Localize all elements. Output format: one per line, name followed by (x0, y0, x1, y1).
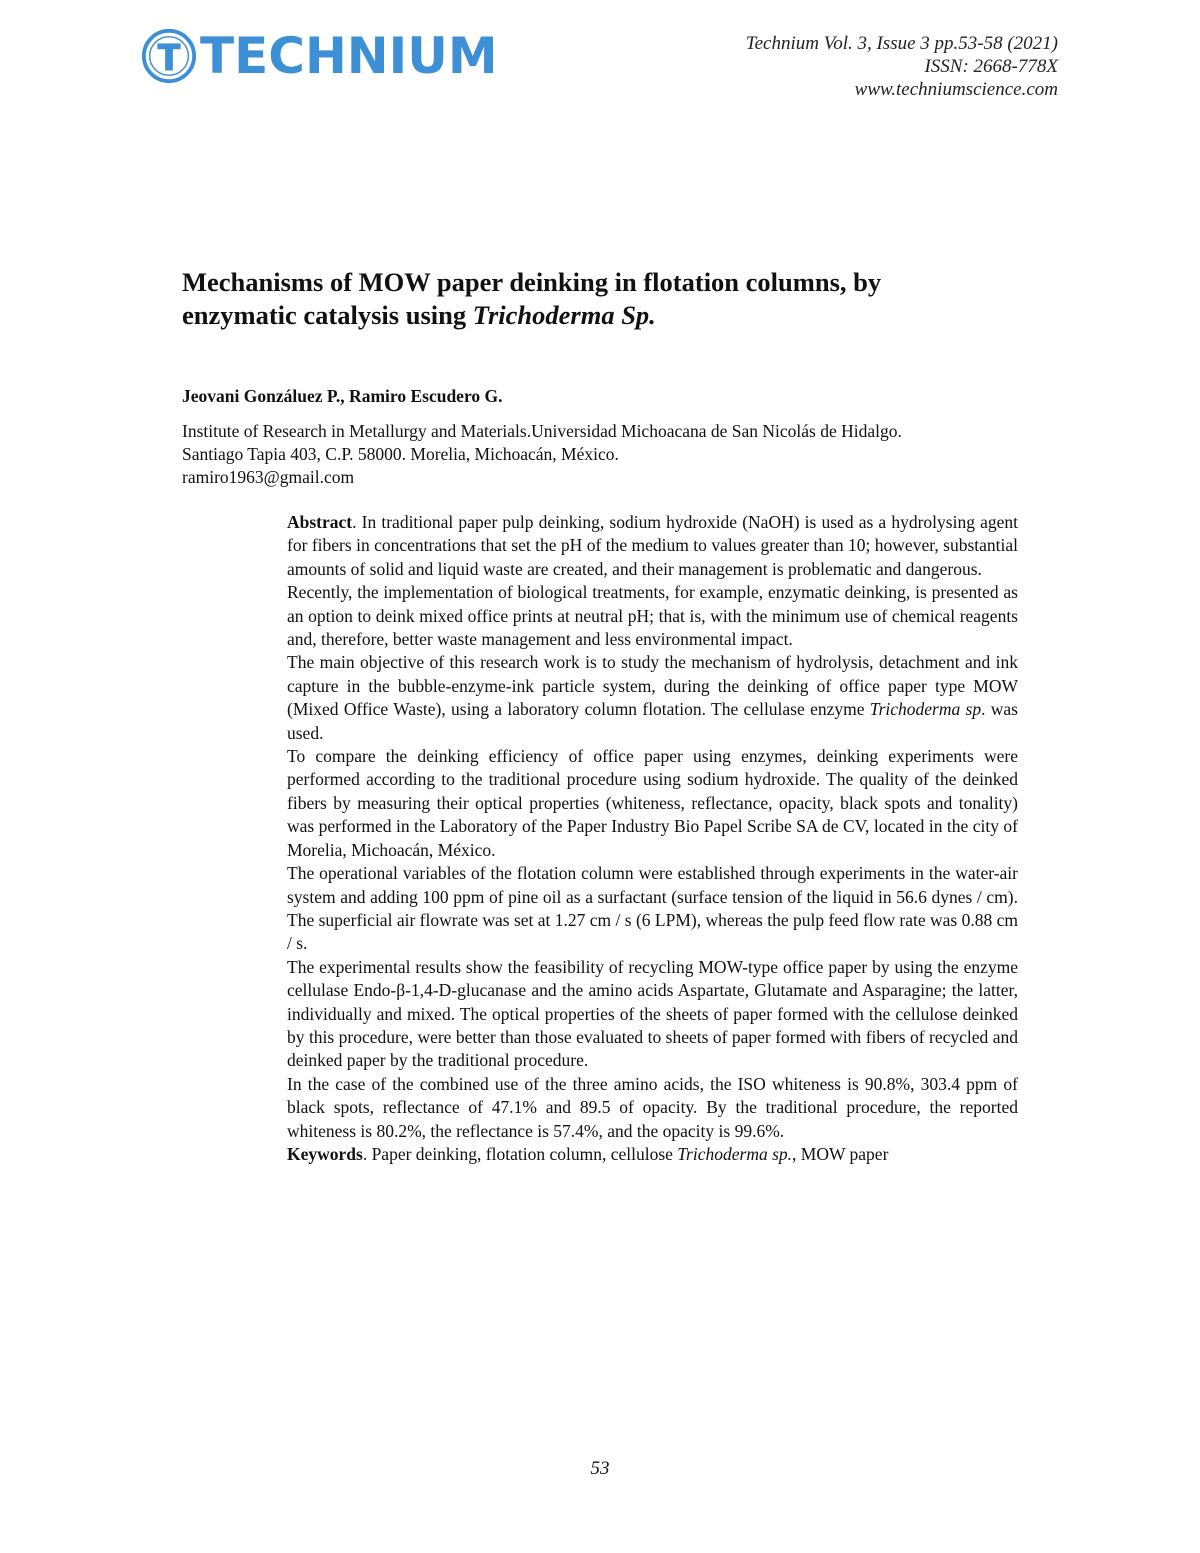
keywords-label: Keywords (287, 1143, 363, 1164)
abstract-paragraph-3 (287, 651, 1018, 745)
keywords-text-a: . Paper deinking, flotation column, cellulose (362, 1143, 678, 1164)
abstract-p3-text-a: The main objective of this research work is to study the mechanism of hydrolysis, detachment and ink capture in the bubble-enzyme-ink particle system, during the deinking of office paper type MOW (Mixed Office Waste), using a laboratory column flotation. The cellulase enzyme (287, 652, 1018, 720)
title-species: Trichoderma Sp. (472, 300, 656, 330)
keywords-species: Trichoderma sp. (677, 1143, 793, 1164)
abstract-paragraph-4: To compare the deinking efficiency of office paper using enzymes, deinking experiments were performed according to the traditional procedure using sodium hydroxide. The quality of the deinked fibers by measuring their optical properties (whiteness, reflectance, opacity, black spots and tonality) was performed in the Laboratory of the Paper Industry Bio Papel Scribe SA de CV, located in the city of Morelia, Michoacán, México. (287, 746, 1018, 860)
abstract-label: Abstract (287, 512, 353, 532)
keywords (287, 1143, 1018, 1166)
abstract-paragraph-6: The experimental results show the feasibility of recycling MOW-type office paper by using the enzyme cellulase Endo-β-1,4-D-glucanase and the amino acids Aspartate, Glutamate and Asparagine; the latter, individually and mixed. The optical properties of the sheets of paper formed with the cellulose deinked by this procedure, were better than those evaluated to sheets of paper formed with fibers of recycled and deinked paper by the traditional procedure. (287, 956, 1018, 1071)
abstract-paragraph-2: Recently, the implementation of biological treatments, for example, enzymatic deinking, is presented as an option to deink mixed office prints at neutral pH; that is, with the minimum use of chemical reagents and, therefore, better waste management and less environmental impact. (287, 582, 1018, 650)
journal-info (746, 32, 1058, 101)
keywords-text-b: , MOW paper (792, 1143, 889, 1164)
author-list: Jeovani Gonzáluez P., Ramiro Escudero G. (182, 386, 503, 406)
affiliation-address: Santiago Tapia 403, C.P. 58000. Morelia, Michoacán, México. (182, 444, 619, 464)
technium-logo-icon (140, 27, 198, 85)
journal-volume: Technium Vol. 3, Issue 3 pp.53-58 (2021) (745, 33, 1058, 54)
abstract-section (287, 511, 1018, 1166)
affiliation (182, 420, 1042, 489)
abstract-paragraph-5: The operational variables of the flotation column were established through experiments in the water-air system and adding 100 ppm of pine oil as a surfactant (surface tension of the liquid in 56.6 dynes / cm). The superficial air flowrate was set at 1.27 cm / s (6 LPM), whereas the pulp feed flow rate was 0.88 cm / s. (287, 863, 1018, 954)
journal-website[interactable]: www.techniumscience.com (854, 79, 1058, 100)
author-email[interactable]: ramiro1963@gmail.com (182, 467, 355, 487)
journal-logo (140, 26, 498, 86)
abstract-p1-text: . In traditional paper pulp deinking, sodium hydroxide (NaOH) is used as a hydrolysing agent for fibers in concentrations that set the pH of the medium to values greater than 10; however, substantial amounts of solid and liquid waste are created, and their management is problematic and dangerous. (287, 512, 1018, 579)
paper-title (182, 266, 1042, 332)
abstract-paragraph-7: In the case of the combined use of the three amino acids, the ISO whiteness is 90.8%, 303.4 ppm of black spots, reflectance of 47.1% and 89.5 of opacity. By the traditional procedure, the reported whiteness is 80.2%, the reflectance is 57.4%, and the opacity is 99.6%. (287, 1073, 1018, 1141)
affiliation-institute: Institute of Research in Metallurgy and Materials.Universidad Michoacana de San Nicolás de Hidalgo. (182, 421, 902, 441)
page-number: 53 (590, 1458, 610, 1479)
title-line-1: Mechanisms of MOW paper deinking in flotation columns, by (182, 267, 882, 297)
journal-issn: ISSN: 2668-778X (924, 56, 1058, 77)
title-line-2-text: enzymatic catalysis using (182, 300, 473, 330)
abstract-paragraph-1 (287, 511, 1018, 581)
logo-wordmark: TECHNIUM (200, 27, 498, 85)
title-line-2 (182, 299, 1042, 332)
abstract-p3-species: Trichoderma sp (869, 699, 982, 720)
abstract-p3-text-b: . was used. (287, 699, 1018, 743)
